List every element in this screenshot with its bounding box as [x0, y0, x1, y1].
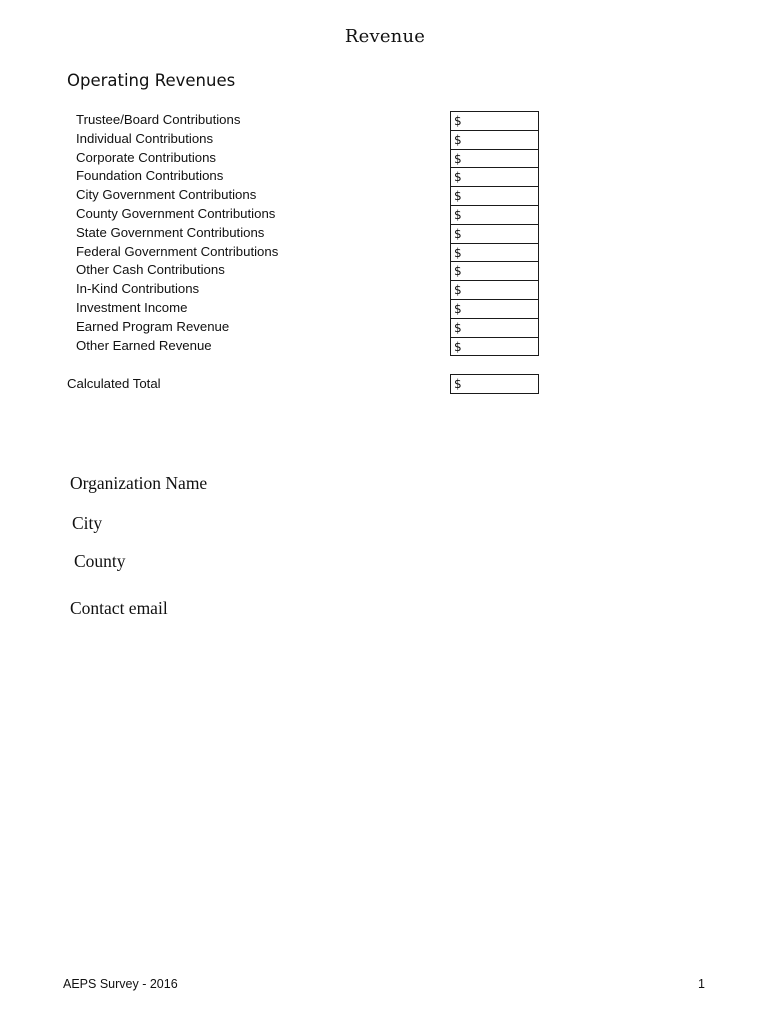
revenue-row — [0, 261, 770, 280]
revenue-row — [0, 149, 770, 168]
revenue-row — [0, 337, 770, 356]
currency-symbol: $ — [454, 283, 462, 298]
revenue-row — [0, 111, 770, 130]
revenue-row-label: Trustee/Board Contributions — [76, 112, 241, 127]
revenue-row — [0, 130, 770, 149]
revenue-row — [0, 280, 770, 299]
revenue-row-label: State Government Contributions — [76, 224, 265, 240]
revenue-amount-field[interactable] — [450, 111, 539, 131]
city-label: City — [72, 513, 103, 533]
revenue-row-label: County Government Contributions — [76, 205, 276, 221]
revenue-row-label: Individual Contributions — [76, 130, 214, 146]
currency-symbol: $ — [454, 170, 462, 185]
revenue-row-label: Foundation Contributions — [76, 168, 224, 184]
currency-symbol: $ — [454, 151, 462, 166]
revenue-amount-field[interactable] — [450, 130, 539, 150]
revenue-row-label: In-Kind Contributions — [76, 281, 200, 297]
revenue-amount-field[interactable] — [450, 243, 539, 263]
revenue-amount-field[interactable] — [450, 280, 539, 300]
revenue-row — [0, 167, 770, 186]
operating-revenues-heading: Operating Revenues — [67, 71, 236, 90]
revenue-row-label: Corporate Contributions — [76, 149, 217, 165]
calculated-total-field[interactable] — [450, 374, 539, 394]
organization-name-label: Organization Name — [70, 473, 208, 493]
revenue-amount-field[interactable] — [450, 205, 539, 225]
revenue-row — [0, 318, 770, 337]
revenue-row — [0, 186, 770, 205]
revenue-amount-field[interactable] — [450, 186, 539, 206]
currency-symbol: $ — [454, 132, 462, 147]
revenue-amount-field[interactable] — [450, 261, 539, 281]
page-title: Revenue — [344, 26, 426, 47]
currency-symbol: $ — [454, 339, 462, 354]
currency-symbol: $ — [454, 320, 462, 335]
currency-symbol: $ — [454, 114, 462, 128]
currency-symbol: $ — [454, 245, 462, 260]
revenue-row-label: City Government Contributions — [76, 187, 257, 203]
currency-symbol: $ — [454, 226, 462, 241]
footer-page-number: 1 — [698, 977, 705, 991]
calculated-total-label: Calculated Total — [67, 376, 161, 391]
revenue-row-label: Other Cash Contributions — [76, 262, 225, 278]
revenue-row — [0, 205, 770, 224]
county-label: County — [74, 551, 126, 571]
revenue-row-label: Investment Income — [76, 299, 188, 315]
currency-symbol: $ — [454, 377, 462, 391]
currency-symbol: $ — [454, 301, 462, 316]
footer-survey-label: AEPS Survey - 2016 — [63, 977, 178, 991]
revenue-row — [0, 243, 770, 262]
revenue-row — [0, 299, 770, 318]
revenue-row-label: Other Earned Revenue — [76, 337, 212, 353]
revenue-amount-field[interactable] — [450, 318, 539, 338]
revenue-amount-field[interactable] — [450, 167, 539, 187]
revenue-amount-field[interactable] — [450, 337, 539, 357]
revenue-amount-field[interactable] — [450, 224, 539, 244]
revenue-amount-field[interactable] — [450, 149, 539, 169]
revenue-row-label: Earned Program Revenue — [76, 318, 230, 334]
revenue-row — [0, 224, 770, 243]
currency-symbol: $ — [454, 264, 462, 279]
currency-symbol: $ — [454, 189, 462, 204]
revenue-row-label: Federal Government Contributions — [76, 243, 279, 259]
revenue-amount-field[interactable] — [450, 299, 539, 319]
contact-email-label: Contact email — [70, 598, 168, 618]
revenue-list — [0, 111, 770, 355]
currency-symbol: $ — [454, 207, 462, 222]
